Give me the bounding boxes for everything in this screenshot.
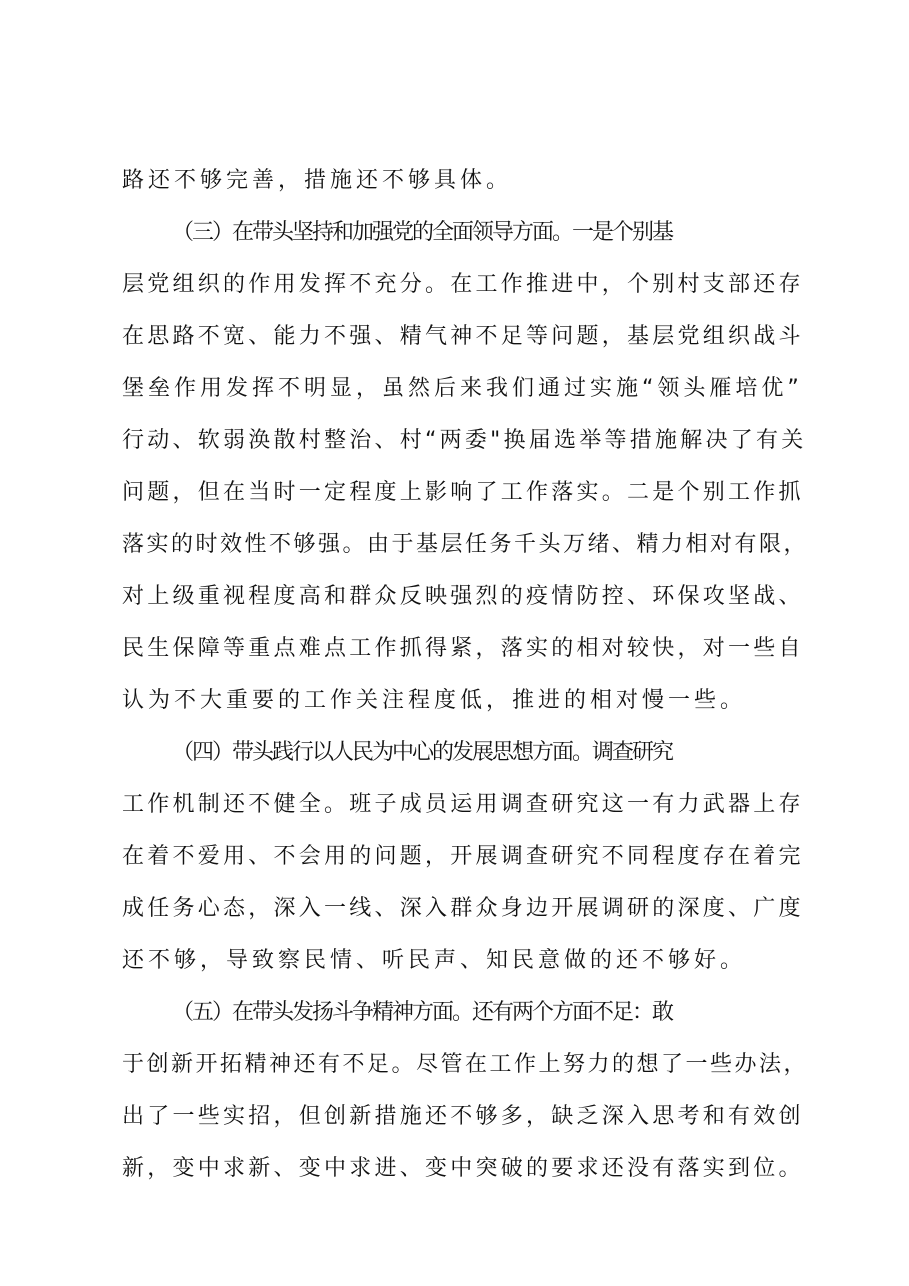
text-line: 新，变中求新、变中求进、变中突破的要求还没有落实到位。 [122,1156,804,1181]
section-heading-line: （四）带头践行以人民为中心的发展思想方面。调查研究 [172,740,673,765]
section-heading-line: （五）在带头发扬斗争精神方面。还有两个方面不足：敢 [172,1000,673,1025]
text-line: 还不够，导致察民情、听民声、知民意做的还不够好。 [122,948,747,973]
text-line: 行动、软弱涣散村整治、村“两委"换届选举等措施解决了有关 [122,428,807,453]
text-line: 在着不爱用、不会用的问题，开展调查研究不同程度存在着完 [122,844,804,869]
text-line: 出了一些实招，但创新措施还不够多，缺乏深入思考和有效创 [122,1104,804,1129]
text-line: 层党组织的作用发挥不充分。在工作推进中，个别村支部还存 [122,272,804,297]
text-line: 成任务心态，深入一线、深入群众身边开展调研的深度、广度 [122,896,804,921]
text-line: 认为不大重要的工作关注程度低，推进的相对慢一些。 [122,688,747,713]
text-line: 落实的时效性不够强。由于基层任务千头万绪、精力相对有限， [122,532,809,557]
text-line: 堡垒作用发挥不明显，虽然后来我们通过实施“领头雁培优” [122,376,803,401]
text-line: 在思路不宽、能力不强、精气神不足等问题，基层党组织战斗 [122,324,804,349]
text-line: 对上级重视程度高和群众反映强烈的疫情防控、环保攻坚战、 [122,584,804,609]
section-heading-line: （三）在带头坚持和加强党的全面领导方面。一是个别基 [172,220,673,245]
text-line: 于创新开拓精神还有不足。尽管在工作上努力的想了一些办法， [122,1052,809,1077]
text-line: 路还不够完善，措施还不够具体。 [122,168,513,193]
text-line: 问题，但在当时一定程度上影响了工作落实。二是个别工作抓 [122,480,804,505]
text-line: 工作机制还不健全。班子成员运用调查研究这一有力武器上存 [122,792,804,817]
text-line: 民生保障等重点难点工作抓得紧，落实的相对较快，对一些自 [122,636,804,661]
